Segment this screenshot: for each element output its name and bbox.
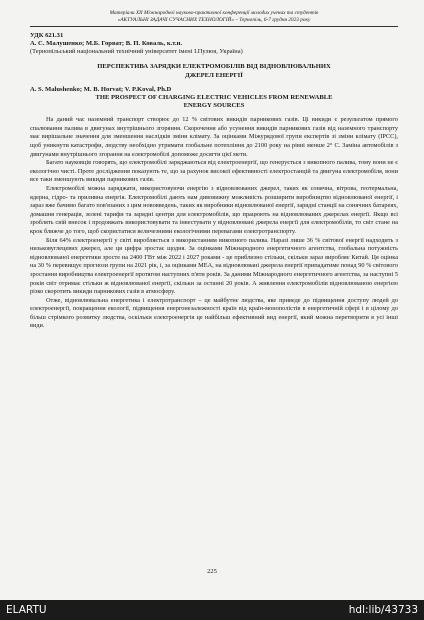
paragraph-3: Електромобілі можна заряджати, використовуючи енергію з відновлюваних джерел, таких як сонячна, вітрова, геотермальна, ядерна, гідро- та приливна енергія. Електромобілі дають нам дивовижну можливість розширити виробництво відновлюваної енергії, і зараз вже бачимо багато пов'язаних з цим нововведень, таких як виробники відновлюваної енергії, зарядні станції на сонячних батареях, домашня генерація, зелені тарифи та зарядні центри для електромобілів, що працюють на відновлюваних джерелах енергії. Якщо всі зроблять свій внесок і продовжать використовувати та інвестувати у відновлювані джерела енергії для електромобілів, то світ стане на крок ближче до того, щоб скористатися величезними екологічними перевагами електротранспорту. [30, 184, 398, 235]
body-text [30, 116, 398, 331]
title-en [30, 94, 398, 110]
conference-header-line-2: «АКТУАЛЬНІ ЗАДАЧІ СУЧАСНИХ ТЕХНОЛОГІЙ» – Тернопіль, 6-7 грудня 2023 року [117, 17, 311, 24]
authors-ua: А. С. Малушенко; М.Б. Горват; В. П. Коваль, к.т.н. [30, 40, 183, 48]
conference-header-line-1: Матеріали XII Міжнародної науково-практичної конференції молодих учених та студентів [109, 10, 319, 16]
affiliation: (Тернопільський національний технічний університет імені І.Пулюя, Україна) [30, 48, 243, 56]
udk-code: УДК 621.31 [30, 32, 64, 40]
conference-header [30, 10, 398, 27]
title-ua-line-2: ДЖЕРЕЛ ЕНЕРГІЇ [185, 71, 243, 79]
title-en-line-2: ENERGY SOURCES [183, 102, 245, 110]
paragraph-1: На даний час наземний транспорт створює до 12 % світових викидів парникових газів. Ці викиди є результатом прямого спалювання палива в двигунах внутрішнього згоряння. Скорочення або усунення викидів парникових газів від наземного транспорту має вирішальне значення для зменшення наслідків зміни клімату. За оцінками Міжурядової групи експертів зі зміни клімату (IPCC), щоб уникнути катастрофи, людству необхідно утримати глобальне потепління до 2100 року на рівні менше 2° С. Заміна автомобілів з двигунами внутрішнього згорання на електромобілі допоможе досягти цієї мети. [30, 116, 398, 158]
authors-en: A. S. Malushenko; M. B. Horvat; V. P.Koval, Ph.D [30, 85, 172, 93]
paragraph-2: Багато науковців говорять, що електромобілі заряджаються від електроенергії, що генерується з викопного палива, тому вони не є екологічно чисті. Проте дослідження показують те, що за рахунок високої ефективності електростанцій та двигуна електромобіля, вони все таки зменшують викиди парникових газів. [30, 159, 398, 184]
footer-handle: hdl:lib/43733 [348, 604, 418, 616]
title-ua-line-1: ПЕРСПЕКТИВА ЗАРЯДКИ ЕЛЕКТРОМОБІЛІВ ВІД ВІДНОВЛЮВАЛЬНИХ [97, 63, 331, 71]
title-ua [30, 63, 398, 79]
page-number: 225 [207, 568, 217, 575]
title-en-line-1: THE PROSPECT OF CHARGING ELECTRIC VEHICLES FROM RENEWABLE [95, 93, 333, 101]
paragraph-5: Отже, відновлювальна енергетика і електротранспорт – це майбутнє людства, яке приведе до підвищення доступу людей до електроенергії, покращення екології, підвищення енергонезалежності країн від країн-монополістів в енергетичній сфері і в цілому до більш стрімкого розвитку людства, оскільки електроенергія це найбільш ефективний вид енергії, який можна перетворити в усі інші види. [30, 296, 398, 330]
paragraph-4: Біля 64% електроенергії у світі виробляється з використанням викопного палива. Наразі лише 36 % світової енергії надходить з низьковуглецевих джерел, але ця цифра зростає щодня. За оцінками Міжнародного енергетичного агентства, глобальна потужність відновлюваної енергетики зросте на 2400 ГВт між 2022 і 2027 роками - це приблизно стільки, скільки зараз виробляє Китай. Ця оцінка на 30 % перевищує прогнози групи на 2021 рік, і, за оцінками МЕА, на відновлювані джерела енергії припадатиме понад 90 % світового зростання виробництва електроенергії протягом наступних п'яти років. За даними Міжнародного енергетичного агентства, за наступні 5 років світ отримає стільки ж відновлюваної енергії, скільки за останні 20 років. А живлення електромобілів відновлюваною енергією різко скоротить викиди парникових газів в атмосферу. [30, 236, 398, 296]
footer-repository-name: ELARTU [6, 604, 47, 616]
repository-footer [0, 600, 424, 620]
